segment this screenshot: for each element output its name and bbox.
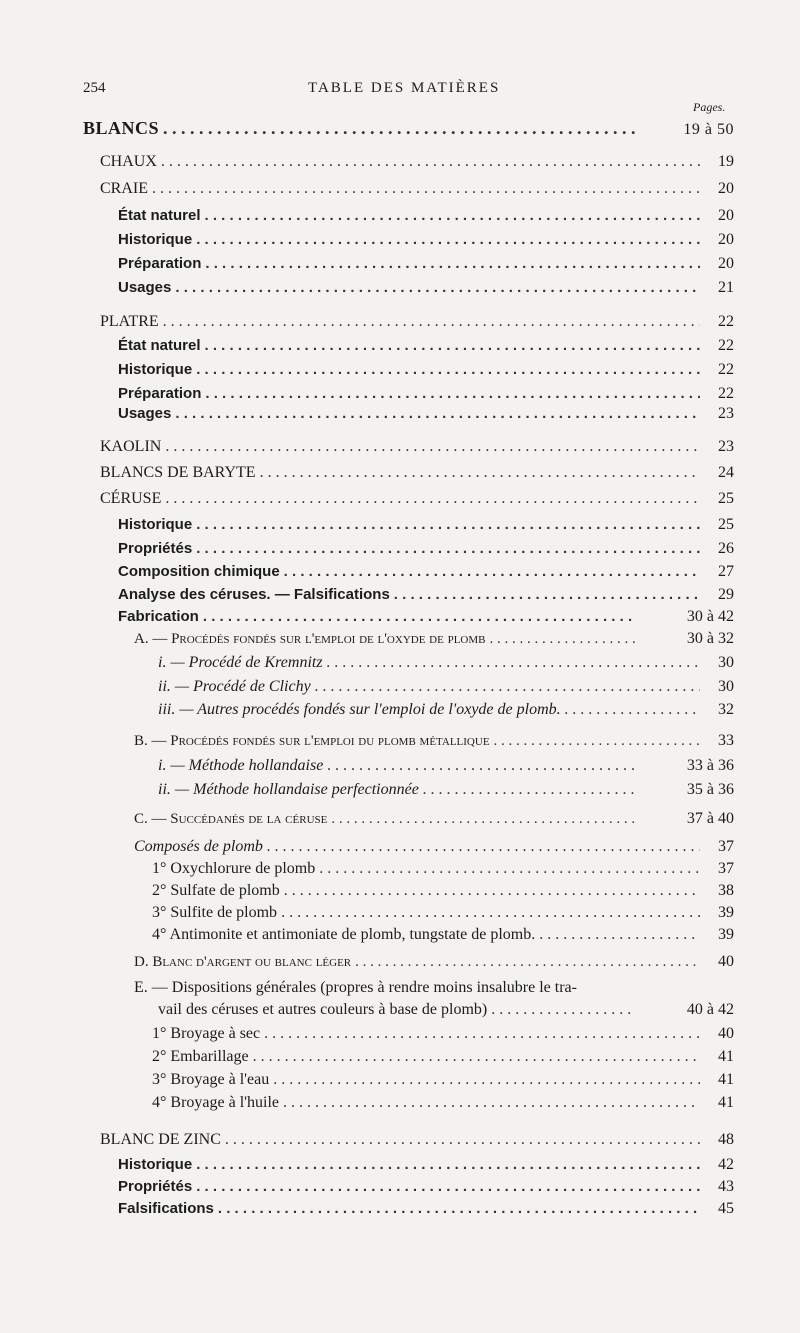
toc-entry-label: i. — Méthode hollandaise xyxy=(158,757,324,774)
leader-dots xyxy=(260,462,700,484)
toc-entry-label: CHAUX xyxy=(100,153,157,170)
leader-dots xyxy=(319,858,700,880)
toc-entry xyxy=(100,151,734,173)
toc-entry xyxy=(158,676,734,698)
leader-dots xyxy=(327,652,700,674)
toc-entry-label: BLANC DE ZINC xyxy=(100,1131,221,1148)
toc-entry-page: 20 xyxy=(718,207,734,224)
toc-entry xyxy=(118,1176,734,1198)
toc-entry xyxy=(118,561,734,583)
toc-entry-label: 4° Antimonite et antimoniate de plomb, tungstate de plomb. xyxy=(152,926,536,943)
leader-dots xyxy=(163,117,635,139)
toc-entry xyxy=(134,730,734,752)
leader-dots xyxy=(175,277,700,299)
leader-dots xyxy=(205,383,700,405)
leader-dots xyxy=(565,699,700,721)
toc-entry xyxy=(158,699,734,721)
leader-dots xyxy=(539,924,700,946)
toc-entry xyxy=(118,253,734,275)
leader-dots xyxy=(491,999,635,1021)
toc-entry-page: 27 xyxy=(718,563,734,580)
toc-entry xyxy=(118,229,734,251)
toc-entry xyxy=(152,858,734,880)
toc-entry-page: 24 xyxy=(718,464,734,481)
toc-entry-page: 19 xyxy=(718,153,734,170)
toc-entry xyxy=(158,779,734,801)
toc-entry-label: B. — Procédés fondés sur l'emploi du plomb métallique xyxy=(134,733,490,749)
toc-entry-page: 19 à 50 xyxy=(683,121,734,138)
toc-entry xyxy=(100,462,734,484)
leader-dots xyxy=(281,902,700,924)
toc-entry xyxy=(118,403,734,425)
toc-entry-label: Composés de plomb xyxy=(134,838,263,855)
toc-entry-page: 25 xyxy=(718,516,734,533)
toc-entry-page: 33 xyxy=(718,732,734,749)
toc-entry xyxy=(158,652,734,674)
toc-entry xyxy=(118,606,734,628)
toc-entry xyxy=(152,1046,734,1068)
toc-entry-page: 23 xyxy=(718,405,734,422)
toc-entry-label: Fabrication xyxy=(118,608,199,625)
toc-entry xyxy=(152,924,734,946)
toc-entry-label: iii. — Autres procédés fondés sur l'emploi de l'oxyde de plomb. xyxy=(158,701,561,718)
pages-column-label: Pages. xyxy=(693,100,726,114)
toc-entry-page: 30 à 42 xyxy=(686,608,734,625)
toc-entry-page: 37 xyxy=(718,838,734,855)
toc-entry-page: 29 xyxy=(718,586,734,603)
toc-entry-label: 2° Sulfate de plomb xyxy=(152,882,280,899)
toc-entry-label: PLATRE xyxy=(100,313,159,330)
toc-entry-label: BLANCS xyxy=(83,118,160,138)
toc-entry-label: 1° Broyage à sec xyxy=(152,1025,261,1042)
toc-entry xyxy=(118,205,734,227)
toc-entry-label: Historique xyxy=(118,361,193,378)
toc-entry xyxy=(152,1069,734,1091)
leader-dots xyxy=(283,1092,700,1114)
leader-dots xyxy=(175,403,700,425)
toc-entry-page: 33 à 36 xyxy=(686,757,734,774)
toc-entry-page: 21 xyxy=(718,279,734,296)
leader-dots xyxy=(315,676,700,698)
toc-entry-label: ii. — Méthode hollandaise perfectionnée xyxy=(158,781,419,798)
leader-dots xyxy=(489,628,635,650)
leader-dots xyxy=(196,538,700,560)
toc-entry-label: 3° Broyage à l'eau xyxy=(152,1071,270,1088)
toc-entry-label: État naturel xyxy=(118,207,201,224)
leader-dots xyxy=(331,808,635,830)
toc-entry xyxy=(118,538,734,560)
toc-entry-page: 20 xyxy=(718,180,734,197)
toc-entry-label: Analyse des céruses. — Falsifications xyxy=(118,586,390,603)
leader-dots xyxy=(203,606,635,628)
toc-entry xyxy=(100,488,734,510)
leader-dots xyxy=(152,178,700,200)
page-number: 254 xyxy=(83,80,106,96)
page-title: TABLE DES MATIÈRES xyxy=(308,80,501,96)
toc-entry xyxy=(100,311,734,333)
toc-entry-label: vail des céruses et autres couleurs à base de plomb) xyxy=(158,1001,488,1018)
toc-entry-label: Préparation xyxy=(118,255,202,272)
toc-entry xyxy=(152,880,734,902)
toc-entry-page: 37 xyxy=(718,860,734,877)
toc-entry-label: CRAIE xyxy=(100,180,148,197)
toc-entry-page: 39 xyxy=(718,926,734,943)
toc-entry xyxy=(100,1129,734,1151)
toc-entry-label: Propriétés xyxy=(118,540,193,557)
toc-entry-label: 1° Oxychlorure de plomb xyxy=(152,860,316,877)
leader-dots xyxy=(225,1129,700,1151)
toc-entry-label: Composition chimique xyxy=(118,563,280,580)
toc-entry-page: 41 xyxy=(718,1071,734,1088)
toc-entry-label: Usages xyxy=(118,279,172,296)
toc-entry-label: 3° Sulfite de plomb xyxy=(152,904,278,921)
toc-entry xyxy=(152,1023,734,1045)
toc-entry xyxy=(118,335,734,357)
toc-entry-page: 30 xyxy=(718,654,734,671)
toc-entry xyxy=(118,1198,734,1220)
toc-entry-page: 38 xyxy=(718,882,734,899)
leader-dots xyxy=(355,951,700,973)
toc-entry-label: D. Blanc d'argent ou blanc léger xyxy=(134,954,352,970)
toc-entry xyxy=(152,902,734,924)
leader-dots xyxy=(196,1154,700,1176)
toc-entry-label: ii. — Procédé de Clichy xyxy=(158,678,311,695)
toc-entry-page: 41 xyxy=(718,1048,734,1065)
toc-entry-page: 48 xyxy=(718,1131,734,1148)
toc-entry xyxy=(158,755,734,777)
toc-entry-label: Propriétés xyxy=(118,1178,193,1195)
toc-entry-page: 30 à 32 xyxy=(686,630,734,647)
toc-entry xyxy=(152,1092,734,1114)
leader-dots xyxy=(205,335,700,357)
toc-entry-label: Usages xyxy=(118,405,172,422)
toc-entry xyxy=(118,383,734,405)
toc-entry xyxy=(134,808,734,830)
toc-entry-label: CÉRUSE xyxy=(100,490,162,507)
toc-entry xyxy=(118,584,734,606)
toc-entry-label: BLANCS DE BARYTE xyxy=(100,464,256,481)
toc-entry xyxy=(134,628,734,650)
toc-entry-page: 41 xyxy=(718,1094,734,1111)
leader-dots xyxy=(327,755,635,777)
toc-entry-page: 40 xyxy=(718,953,734,970)
toc-entry-page: 22 xyxy=(718,313,734,330)
toc-entry xyxy=(118,1154,734,1176)
toc-entry-label: Historique xyxy=(118,516,193,533)
leader-dots xyxy=(165,436,700,458)
toc-entry xyxy=(134,951,734,973)
leader-dots xyxy=(267,836,700,858)
toc-entry-label: A. — Procédés fondés sur l'emploi de l'oxyde de plomb xyxy=(134,631,486,647)
toc-entry-label: C. — Succédanés de la céruse xyxy=(134,811,328,827)
toc-entry xyxy=(158,999,734,1021)
toc-entry-page: 20 xyxy=(718,231,734,248)
toc-entry xyxy=(118,514,734,536)
leader-dots xyxy=(196,514,700,536)
leader-dots xyxy=(494,730,700,752)
toc-entry-label: Historique xyxy=(118,1156,193,1173)
toc-entry xyxy=(118,359,734,381)
toc-entry-page: 23 xyxy=(718,438,734,455)
toc-entry xyxy=(118,277,734,299)
toc-entry-label: Historique xyxy=(118,231,193,248)
toc-entry-page: 40 xyxy=(718,1025,734,1042)
leader-dots xyxy=(284,561,700,583)
leader-dots xyxy=(196,359,700,381)
leader-dots xyxy=(218,1198,700,1220)
toc-entry-page: 20 xyxy=(718,255,734,272)
toc-entry-page: 39 xyxy=(718,904,734,921)
toc-entry-page: 32 xyxy=(718,701,734,718)
toc-entry-page: 35 à 36 xyxy=(686,781,734,798)
leader-dots xyxy=(165,488,700,510)
toc-entry-page: 37 à 40 xyxy=(686,810,734,827)
leader-dots xyxy=(264,1023,700,1045)
toc-entry-label: 4° Broyage à l'huile xyxy=(152,1094,280,1111)
toc-entry xyxy=(100,436,734,458)
toc-entry xyxy=(134,836,734,858)
leader-dots xyxy=(196,1176,700,1198)
leader-dots xyxy=(205,253,700,275)
toc-entry-label: Préparation xyxy=(118,385,202,402)
leader-dots xyxy=(161,151,700,173)
toc-entry-page: 22 xyxy=(718,337,734,354)
toc-entry-page: 30 xyxy=(718,678,734,695)
toc-entry-page: 40 à 42 xyxy=(686,1001,734,1018)
toc-entry-page: 22 xyxy=(718,385,734,402)
toc-entry-page: 45 xyxy=(718,1200,734,1217)
toc-entry xyxy=(100,178,734,200)
toc-entry-label: 2° Embarillage xyxy=(152,1048,249,1065)
leader-dots xyxy=(196,229,700,251)
toc-entry xyxy=(83,117,734,139)
toc-entry-page: 43 xyxy=(718,1178,734,1195)
toc-entry-label: i. — Procédé de Kremnitz xyxy=(158,654,323,671)
toc-entry-page: 25 xyxy=(718,490,734,507)
leader-dots xyxy=(273,1069,700,1091)
leader-dots xyxy=(284,880,700,902)
toc-entry-page: 42 xyxy=(718,1156,734,1173)
toc-entry-page: 22 xyxy=(718,361,734,378)
leader-dots xyxy=(253,1046,700,1068)
toc-entry-label: KAOLIN xyxy=(100,438,162,455)
toc-entry-label: Falsifications xyxy=(118,1200,214,1217)
leader-dots xyxy=(394,584,700,606)
leader-dots xyxy=(423,779,635,801)
toc-entry-label-line1: E. — Dispositions générales (propres à rendre moins insalubre le tra- xyxy=(134,979,577,996)
toc-entry-page: 26 xyxy=(718,540,734,557)
toc-entry-label: État naturel xyxy=(118,337,201,354)
leader-dots xyxy=(205,205,700,227)
leader-dots xyxy=(163,311,700,333)
